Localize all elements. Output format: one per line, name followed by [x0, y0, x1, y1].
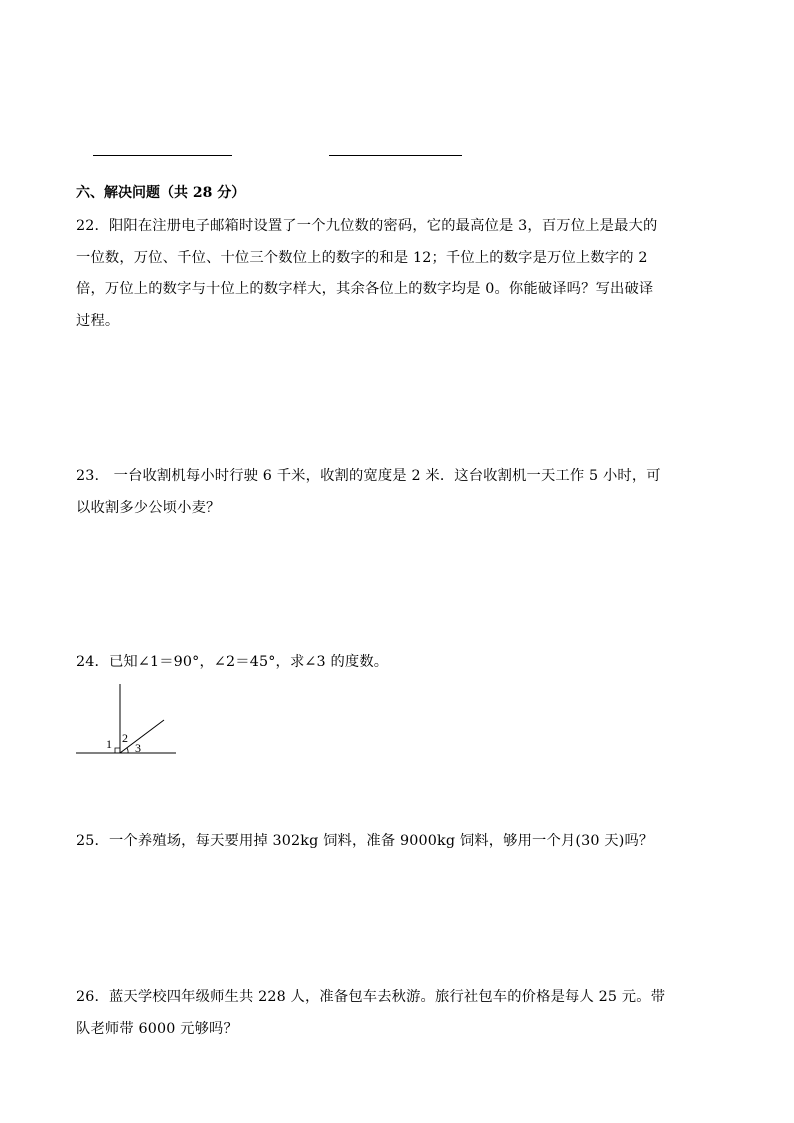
- problem-line: 26．蓝天学校四年级师生共 228 人，准备包车去秋游。旅行社包车的价格是每人 25 元。带: [76, 989, 666, 1005]
- angle-figure: [74, 684, 184, 764]
- answer-blank-2: [329, 155, 462, 156]
- problem-22: [76, 211, 716, 337]
- answer-blank-1: [93, 155, 232, 156]
- problem-line: 队老师带 6000 元够吗？: [76, 1020, 238, 1037]
- angle-label-1: 1: [106, 737, 112, 751]
- problem-line: 以收割多少公顷小麦？: [76, 499, 221, 516]
- problem-line: 倍，万位上的数字与十位上的数字样大，其余各位上的数字均是 0。你能破译吗？写出破译: [76, 281, 654, 297]
- problem-line: 25．一个养殖场，每天要用掉 302kg 饲料，准备 9000kg 饲料，够用一个月(30 天)吗？: [76, 833, 654, 849]
- problem-26: [76, 982, 716, 1045]
- problem-line: 22．阳阳在注册电子邮箱时设置了一个九位数的密码，它的最高位是 3，百万位上是最大的: [76, 218, 658, 234]
- problem-line: 一位数，万位、千位、十位三个数位上的数字的和是 12；千位上的数字是万位上数字的 2: [76, 249, 648, 266]
- right-angle-mark: [115, 748, 120, 753]
- problem-24: [76, 647, 716, 679]
- problem-line: 过程。: [76, 312, 120, 329]
- problem-23: [76, 461, 716, 524]
- problem-25: [76, 826, 716, 858]
- section-title: 六、解决问题（共 28 分）: [76, 185, 246, 201]
- angle-arc: [127, 748, 128, 753]
- angle-label-3: 3: [135, 741, 141, 755]
- problem-line: 24．已知∠1＝90°，∠2＝45°，求∠3 的度数。: [76, 654, 389, 670]
- problem-line: 23. 一台收割机每小时行驶 6 千米，收割的宽度是 2 米．这台收割机一天工作 5 小时，可: [76, 468, 661, 484]
- angle-label-2: 2: [122, 731, 128, 745]
